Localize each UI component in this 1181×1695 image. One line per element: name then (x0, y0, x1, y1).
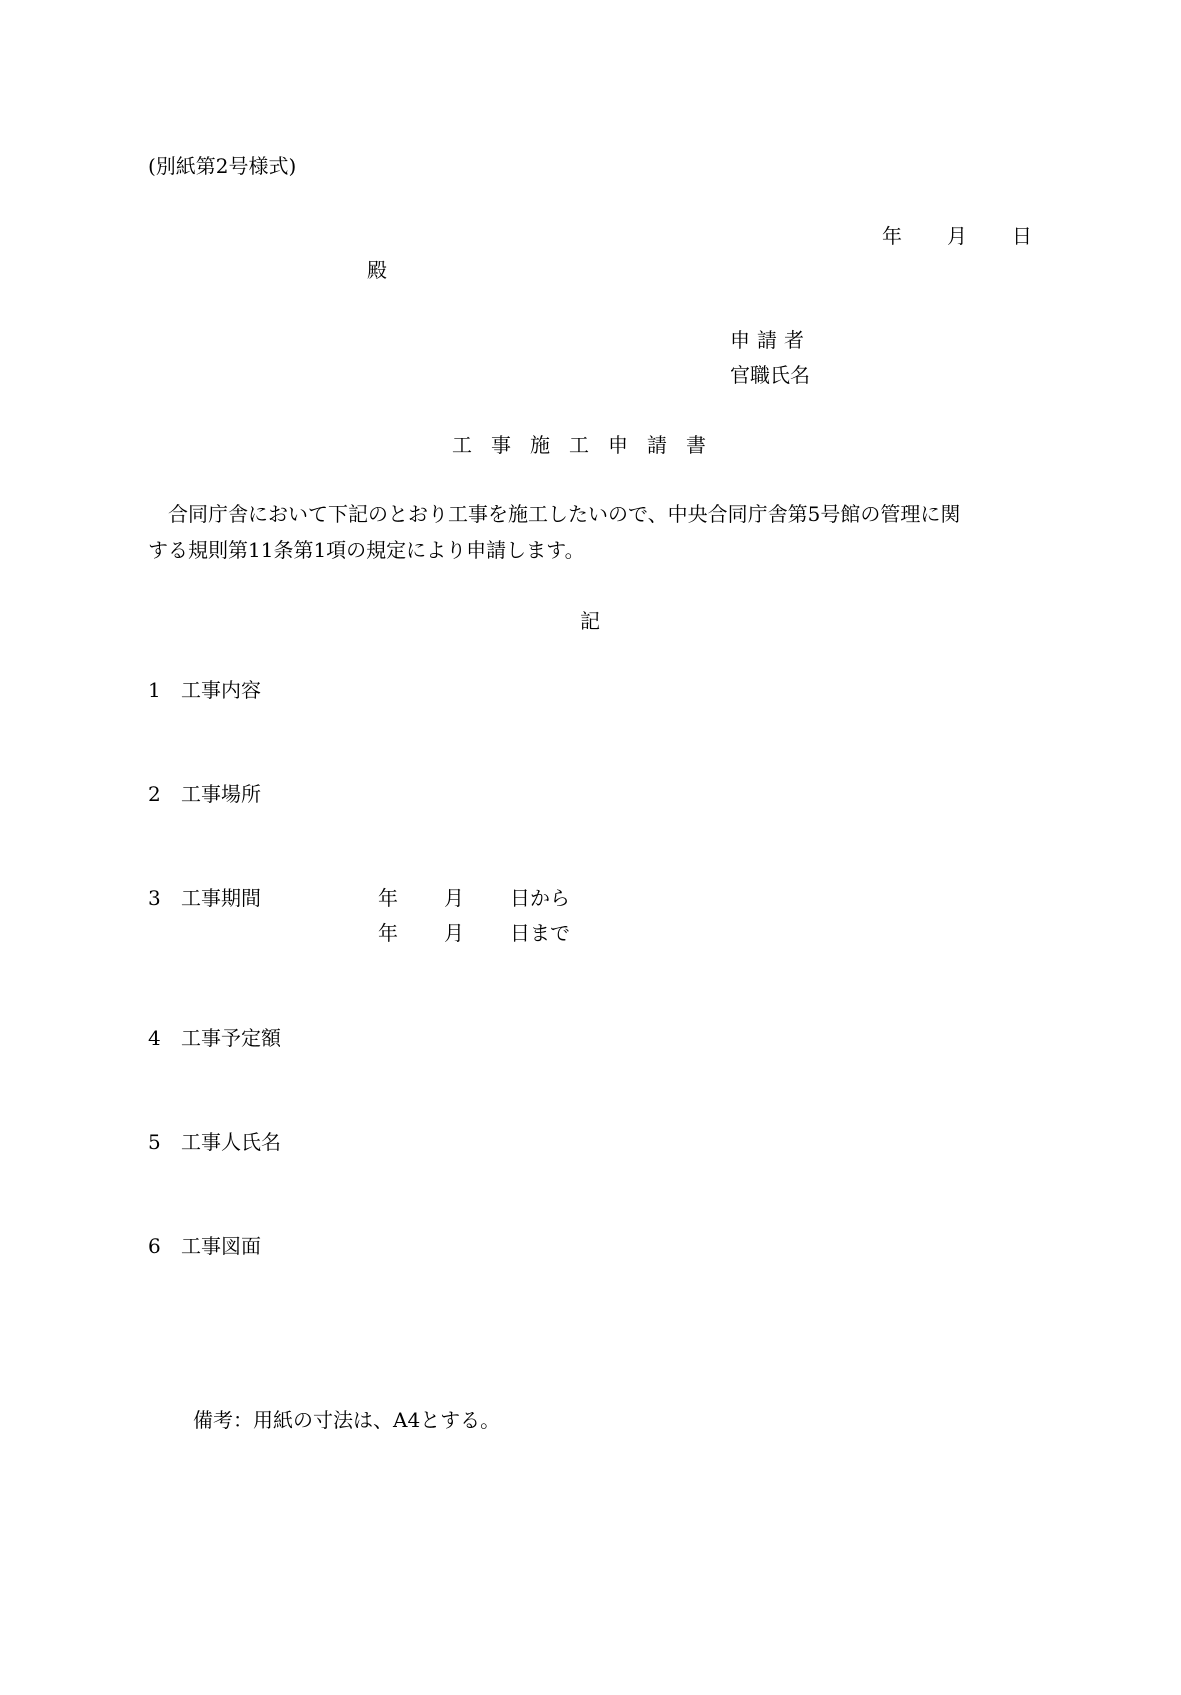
item-label-drawings: 工事図面 (181, 1234, 261, 1258)
item-label-contractor-name: 工事人氏名 (181, 1130, 281, 1154)
document-title: 工事施工申請書 (452, 433, 725, 457)
item-label-work-period: 工事期間 (181, 886, 261, 910)
remark-note: 備考：用紙の寸法は、A4とする。 (193, 1408, 501, 1432)
body-text-line-1: 合同庁舎において下記のとおり工事を施工したいので、中央合同庁舎第5号館の管理に関 (148, 502, 961, 526)
item-number-2: 2 (148, 782, 161, 806)
applicant-label: 申請者 (730, 328, 811, 352)
addressee-suffix: 殿 (367, 258, 387, 282)
body-text-line-2: する規則第11条第1項の規定により申請します。 (148, 538, 585, 562)
period-to-month: 月 (444, 921, 464, 945)
date-year-label: 年 (882, 224, 902, 248)
date-month-label: 月 (947, 224, 967, 248)
item-number-1: 1 (148, 678, 161, 702)
period-to-day: 日まで (510, 921, 570, 945)
item-number-3: 3 (148, 886, 161, 910)
item-number-6: 6 (148, 1234, 161, 1258)
item-label-work-content: 工事内容 (181, 678, 261, 702)
ki-heading: 記 (580, 609, 600, 633)
period-to-year: 年 (378, 921, 398, 945)
period-from-day: 日から (510, 886, 570, 910)
official-name-label: 官職氏名 (730, 363, 810, 387)
form-number-label: (別紙第2号様式) (148, 154, 297, 178)
date-day-label: 日 (1012, 224, 1032, 248)
item-label-estimated-cost: 工事予定額 (181, 1026, 281, 1050)
period-from-month: 月 (444, 886, 464, 910)
item-number-5: 5 (148, 1130, 161, 1154)
item-number-4: 4 (148, 1026, 161, 1050)
period-from-year: 年 (378, 886, 398, 910)
item-label-work-location: 工事場所 (181, 782, 261, 806)
